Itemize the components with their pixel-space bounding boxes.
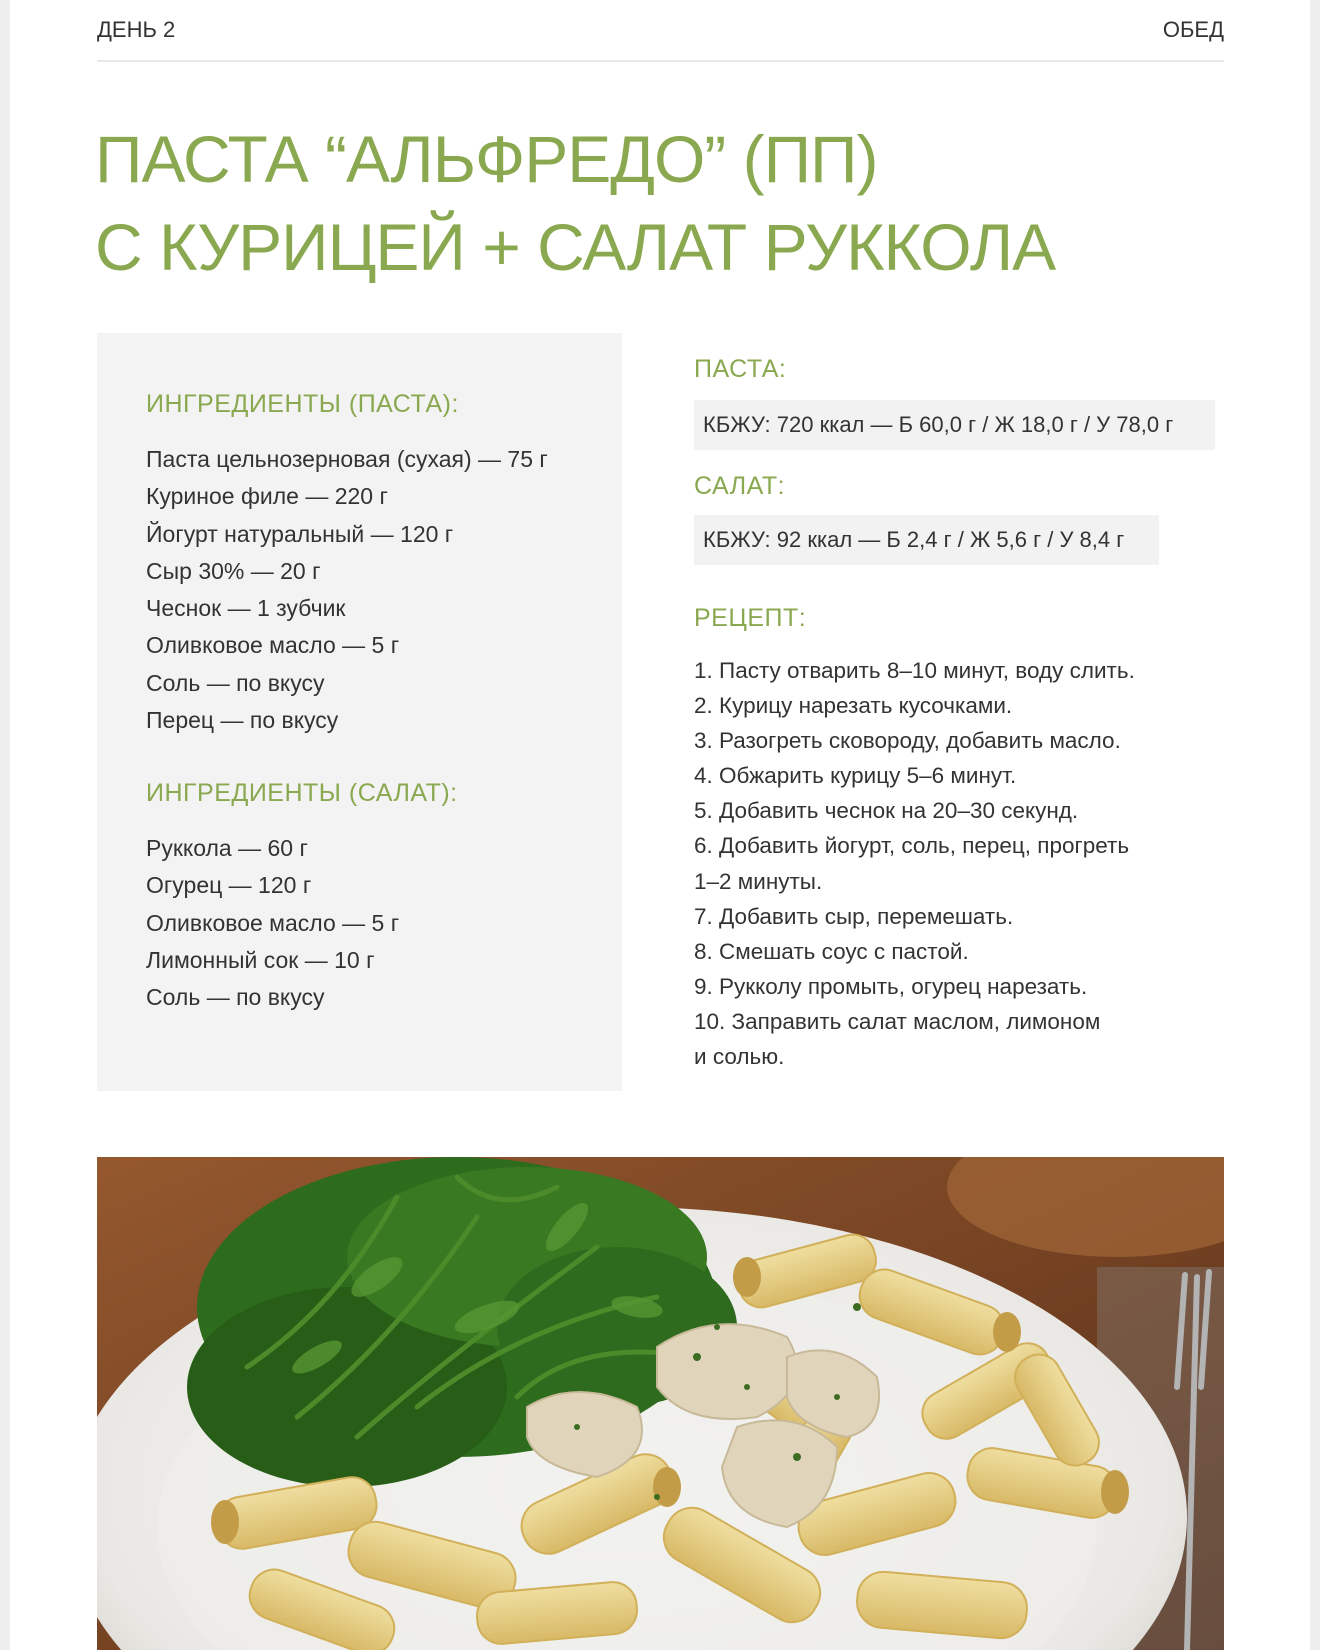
- meal-label: ОБЕД: [1162, 17, 1224, 42]
- ingredients-salad-list: [146, 830, 399, 1016]
- header-divider: [97, 60, 1224, 62]
- recipe-step: 1. Пасту отварить 8–10 минут, воду слить.: [694, 658, 1135, 683]
- dish-illustration: [97, 1157, 1224, 1650]
- recipe-title-line-1: ПАСТА “АЛЬФРЕДО” (ПП): [95, 122, 878, 196]
- recipe-page: [10, 0, 1310, 1650]
- recipe-step: 9. Рукколу промыть, огурец нарезать.: [694, 973, 1088, 999]
- ingredient-item: Куриное филе — 220 г: [146, 483, 388, 510]
- recipe-step: 3. Разогреть сковороду, добавить масло.: [694, 728, 1121, 754]
- recipe-heading: РЕЦЕПТ:: [694, 604, 807, 632]
- recipe-step: 4. Обжарить курицу 5–6 минут.: [694, 763, 1017, 789]
- nutrition-salad-kbju: КБЖУ: 92 ккал — Б 2,4 г / Ж 5,6 г / У 8,4 г: [694, 515, 1159, 565]
- photo-overlay: [97, 1157, 1224, 1650]
- ingredient-item: Йогурт натуральный — 120 г: [146, 520, 454, 547]
- recipe-title: [95, 115, 1245, 291]
- ingredient-item: Огурец — 120 г: [146, 872, 312, 899]
- page-header: [97, 10, 1224, 50]
- ingredient-item: Чеснок — 1 зубчик: [146, 595, 346, 622]
- recipe-step: и солью.: [694, 1044, 785, 1070]
- ingredients-salad-heading: ИНГРЕДИЕНТЫ (САЛАТ):: [146, 779, 458, 807]
- recipe-step: 6. Добавить йогурт, соль, перец, прогреть: [694, 833, 1130, 859]
- ingredient-item: Оливковое масло — 5 г: [146, 632, 400, 659]
- recipe-step: 8. Смешать соус с пастой.: [694, 938, 969, 964]
- ingredients-pasta-list: [146, 441, 548, 739]
- ingredient-item: Руккола — 60 г: [146, 835, 308, 861]
- recipe-step: 7. Добавить сыр, перемешать.: [694, 903, 1014, 929]
- ingredients-pasta-heading: ИНГРЕДИЕНТЫ (ПАСТА):: [146, 390, 459, 418]
- recipe-step: 10. Заправить салат маслом, лимоном: [694, 1008, 1101, 1034]
- nutrition-pasta-heading: ПАСТА:: [694, 355, 787, 383]
- dish-photo: [97, 1157, 1224, 1650]
- recipe-steps: [694, 653, 1214, 1074]
- nutrition-salad-heading: САЛАТ:: [694, 472, 786, 500]
- ingredient-item: Лимонный сок — 10 г: [146, 946, 375, 973]
- ingredient-item: Соль — по вкусу: [146, 984, 325, 1011]
- recipe-step: 5. Добавить чеснок на 20–30 секунд.: [694, 798, 1079, 824]
- ingredient-item: Оливковое масло — 5 г: [146, 909, 400, 936]
- nutrition-pasta-kbju: КБЖУ: 720 ккал — Б 60,0 г / Ж 18,0 г / У 78,0 г: [694, 400, 1215, 450]
- ingredient-item: Перец — по вкусу: [146, 707, 339, 734]
- recipe-step: 1–2 минуты.: [694, 868, 823, 894]
- recipe-step: 2. Курицу нарезать кусочками.: [694, 693, 1013, 719]
- ingredients-panel: [97, 333, 622, 1091]
- ingredient-item: Сыр 30% — 20 г: [146, 557, 321, 584]
- day-label: ДЕНЬ 2: [97, 17, 176, 42]
- recipe-title-line-2: С КУРИЦЕЙ + САЛАТ РУККОЛА: [95, 210, 1056, 284]
- ingredient-item: Соль — по вкусу: [146, 669, 325, 696]
- ingredient-item: Паста цельнозерновая (сухая) — 75 г: [146, 446, 548, 472]
